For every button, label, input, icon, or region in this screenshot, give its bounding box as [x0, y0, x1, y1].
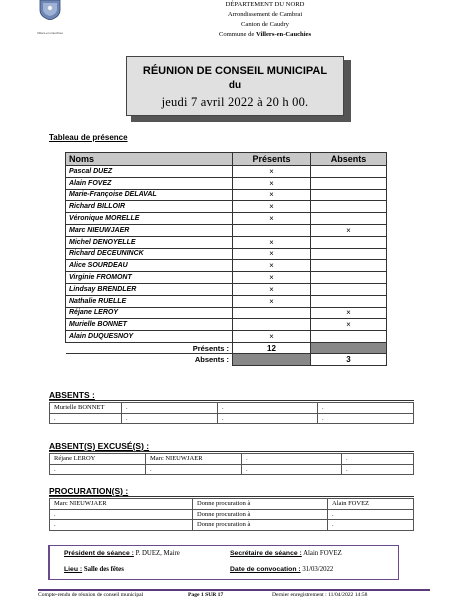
member-name: Richard BILLOIR — [66, 201, 233, 213]
meeting-title-box — [126, 56, 344, 116]
department-heading: DÉPARTEMENT DU NORD — [225, 1, 305, 8]
procuration-receiver: Alain FOVEZ — [328, 499, 414, 510]
total-absents-count: 3 — [311, 354, 387, 366]
member-name: Richard DECEUNINCK — [66, 248, 233, 260]
presence-row — [66, 272, 387, 284]
absents-cell: . — [318, 413, 414, 424]
absent-mark — [311, 260, 387, 272]
total-presents-count: 12 — [233, 342, 311, 354]
meeting-title-du: du — [228, 80, 242, 91]
excuses-table — [49, 453, 414, 475]
present-mark: × — [233, 213, 311, 225]
president-label: Président de séance : — [64, 550, 134, 557]
absents-cell: . — [122, 403, 218, 414]
footer-document-title: Compte-rendu de réunion de conseil municipal — [38, 592, 144, 598]
absent-mark — [311, 331, 387, 343]
procurations-table — [49, 498, 414, 531]
member-name: Michel DENOYELLE — [66, 236, 233, 248]
absents-row-1 — [50, 403, 414, 414]
procuration-receiver: . — [328, 509, 414, 520]
presence-table-label: Tableau de présence — [49, 133, 128, 142]
absent-mark — [311, 177, 387, 189]
absent-mark — [311, 166, 387, 178]
excuses-row-2 — [50, 464, 414, 475]
absents-row-2 — [50, 413, 414, 424]
footer-last-saved: Dernier enregistrement : 11/04/2022 14:58 — [272, 592, 368, 598]
member-name: Véronique MORELLE — [66, 213, 233, 225]
procuration-row-2 — [50, 509, 414, 520]
member-name: Lindsay BRENDLER — [66, 283, 233, 295]
excuses-row-1 — [50, 454, 414, 465]
present-mark: × — [233, 166, 311, 178]
column-header-presents: Présents — [233, 153, 311, 166]
excuses-cell: . — [50, 464, 146, 475]
secretary-field — [230, 550, 342, 557]
total-absents-row — [66, 354, 387, 366]
procurations-title: PROCURATION(S) : — [49, 486, 129, 496]
arrondissement-heading: Arrondissement de Cambrai — [227, 11, 303, 18]
member-name: Murielle BONNET — [66, 319, 233, 331]
meeting-title: RÉUNION DE CONSEIL MUNICIPAL — [142, 65, 328, 77]
footer-rule — [38, 589, 430, 591]
commune-prefix: Commune de — [218, 31, 256, 38]
excuses-cell: . — [146, 464, 242, 475]
excuses-cell: . — [342, 464, 414, 475]
procuration-receiver: . — [328, 520, 414, 531]
absent-mark — [311, 248, 387, 260]
presence-row — [66, 283, 387, 295]
present-mark: × — [233, 189, 311, 201]
procuration-action: Donne procuration à — [193, 509, 328, 520]
present-mark: × — [233, 248, 311, 260]
excuses-rule — [49, 451, 414, 452]
absents-cell: . — [218, 413, 318, 424]
presence-row — [66, 248, 387, 260]
commune-name: Villers-en-Cauchies — [255, 31, 312, 38]
present-mark: × — [233, 283, 311, 295]
president-value: P. DUEZ, Maire — [135, 550, 180, 557]
municipal-crest-icon — [38, 0, 62, 20]
footer-page-number: Page 1 SUR 17 — [188, 592, 224, 598]
total-absents-filler — [233, 354, 311, 366]
meeting-info-box — [48, 545, 399, 580]
procuration-giver: . — [50, 509, 193, 520]
meeting-date: jeudi 7 avril 2022 à 20 h 00. — [161, 95, 309, 109]
procurations-rule — [49, 496, 414, 497]
crest-caption: Villers-en-Cauchies — [37, 31, 63, 35]
presence-row — [66, 331, 387, 343]
presence-row — [66, 224, 387, 236]
excuses-cell: . — [242, 464, 342, 475]
absent-mark — [311, 272, 387, 284]
member-name: Pascal DUEZ — [66, 166, 233, 178]
absent-mark — [311, 295, 387, 307]
absents-cell: . — [318, 403, 414, 414]
absent-mark — [311, 189, 387, 201]
presence-row — [66, 166, 387, 178]
convocation-value: 31/03/2022 — [302, 566, 334, 573]
column-header-absents: Absents — [311, 153, 387, 166]
absents-cell: . — [50, 413, 122, 424]
member-name: Réjane LEROY — [66, 307, 233, 319]
convocation-label: Date de convocation : — [230, 566, 301, 573]
total-absents-label: Absents : — [66, 354, 233, 366]
absents-cell: Murielle BONNET — [50, 403, 122, 414]
commune-heading — [150, 30, 380, 39]
presence-row — [66, 177, 387, 189]
present-mark — [233, 307, 311, 319]
excuses-title: ABSENT(S) EXCUSÉ(S) : — [49, 441, 150, 451]
column-header-noms: Noms — [66, 153, 233, 166]
presence-row — [66, 189, 387, 201]
member-name: Nathalie RUELLE — [66, 295, 233, 307]
presence-row — [66, 295, 387, 307]
member-name: Alain FOVEZ — [66, 177, 233, 189]
total-presents-filler — [311, 342, 387, 354]
presence-row — [66, 201, 387, 213]
present-mark: × — [233, 272, 311, 284]
place-label: Lieu : — [64, 566, 83, 573]
total-presents-row — [66, 342, 387, 354]
procuration-row-3 — [50, 520, 414, 531]
excuses-cell: . — [242, 454, 342, 465]
present-mark: × — [233, 260, 311, 272]
member-name: Marie-Françoise DELAVAL — [66, 189, 233, 201]
absent-mark — [311, 201, 387, 213]
place-value: Salle des fêtes — [83, 566, 124, 573]
presence-row — [66, 319, 387, 331]
absents-cell: . — [122, 413, 218, 424]
absents-title: ABSENTS : — [49, 390, 95, 400]
absent-mark: × — [311, 319, 387, 331]
present-mark: × — [233, 177, 311, 189]
member-name: Virginie FROMONT — [66, 272, 233, 284]
place-field — [64, 566, 124, 573]
absent-mark: × — [311, 224, 387, 236]
present-mark: × — [233, 331, 311, 343]
procuration-action: Donne procuration à — [193, 499, 328, 510]
absent-mark — [311, 213, 387, 225]
absents-cell: . — [218, 403, 318, 414]
presence-row — [66, 307, 387, 319]
presence-row — [66, 236, 387, 248]
absent-mark — [311, 236, 387, 248]
absents-table — [49, 402, 414, 424]
member-name: Marc NIEUWJAER — [66, 224, 233, 236]
total-presents-label: Présents : — [66, 342, 233, 354]
absent-mark — [311, 283, 387, 295]
presence-table — [65, 152, 387, 366]
present-mark: × — [233, 236, 311, 248]
procuration-giver: Marc NIEUWJAER — [50, 499, 193, 510]
secretary-value: Alain FOVEZ — [303, 550, 342, 557]
present-mark: × — [233, 201, 311, 213]
president-field — [64, 550, 180, 557]
secretary-label: Secrétaire de séance : — [230, 550, 302, 557]
excuses-cell: Réjane LEROY — [50, 454, 146, 465]
present-mark — [233, 224, 311, 236]
procuration-row-1 — [50, 499, 414, 510]
presence-header-row — [66, 153, 387, 166]
presence-row — [66, 260, 387, 272]
excuses-cell: . — [342, 454, 414, 465]
absent-mark: × — [311, 307, 387, 319]
procuration-action: Donne procuration à — [193, 520, 328, 531]
present-mark: × — [233, 295, 311, 307]
member-name: Alice SOURDEAU — [66, 260, 233, 272]
presence-row — [66, 213, 387, 225]
convocation-field — [230, 566, 333, 573]
canton-heading: Canton de Caudry — [241, 21, 289, 28]
excuses-cell: Marc NIEUWJAER — [146, 454, 242, 465]
member-name: Alain DUQUESNOY — [66, 331, 233, 343]
procuration-giver: . — [50, 520, 193, 531]
present-mark — [233, 319, 311, 331]
absents-rule — [49, 400, 414, 401]
